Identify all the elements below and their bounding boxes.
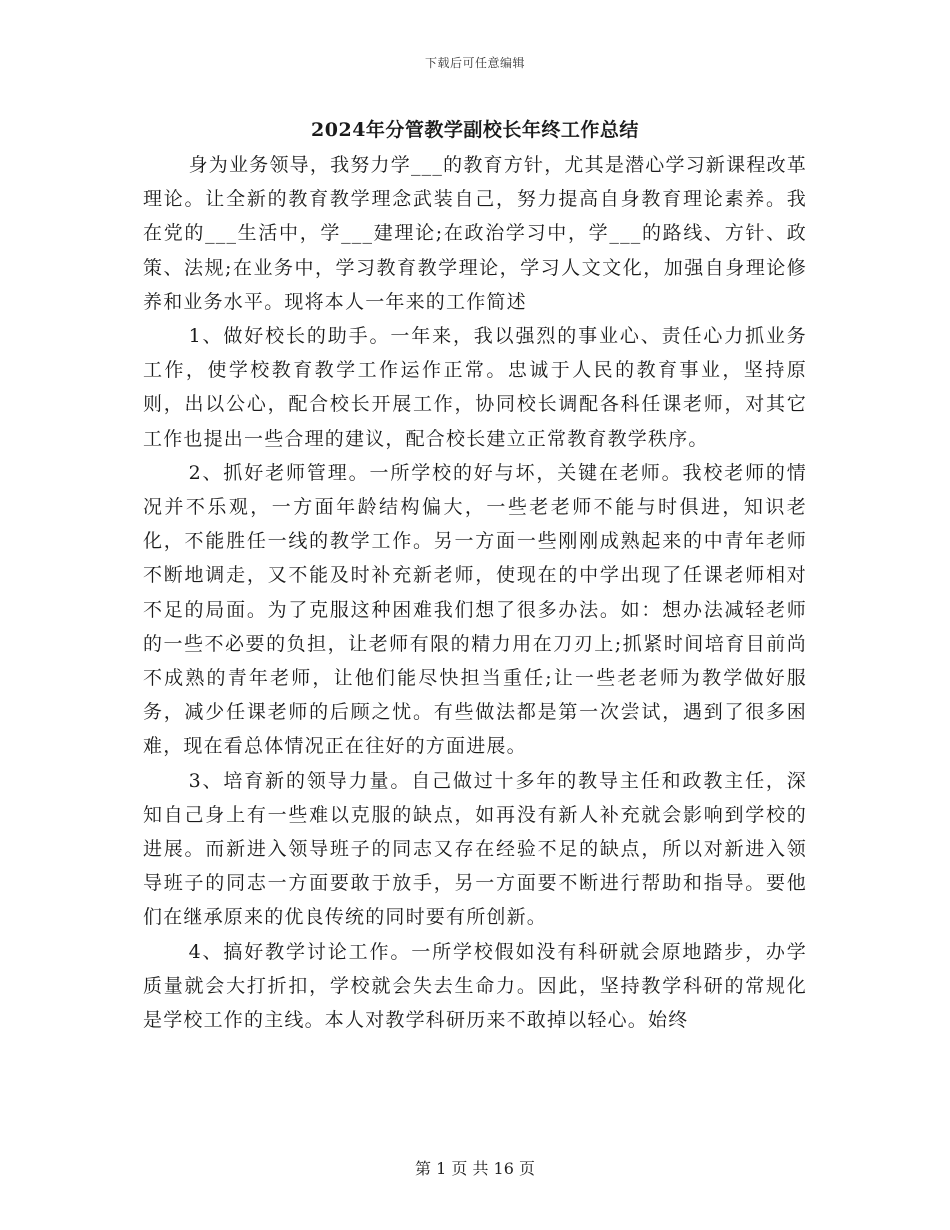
document-title: 2024年分管教学副校长年终工作总结 (311, 119, 639, 141)
paragraph-section-3: 3、培育新的领导力量。自己做过十多年的教导主任和政教主任，深知自己身上有一些难以克服的缺点，如再没有新人补充就会影响到学校的进展。而新进入领导班子的同志又存在经验不足的缺点，所以对新进入领导班子的同志一方面要敢于放手，另一方面要不断进行帮助和指导。要他们在继承原来的优良传统的同时要有所创新。 (143, 769, 807, 929)
page-number-footer: 第 1 页 共 16 页 (415, 1159, 535, 1178)
header-note: 下载后可任意编辑 (424, 56, 525, 70)
paragraph-intro: 身为业务领导，我努力学___的教育方针，尤其是潜心学习新课程改革理论。让全新的教育教学理念武装自己，努力提高自身教育理论素养。我在党的___生活中，学___建理论;在政治学习中，学___的路线、方针、政策、法规;在业务中，学习教育教学理论，学习人文文化，加强自身理论修养和业务水平。现将本人一年来的工作简述 (143, 154, 807, 313)
document-body (143, 148, 807, 1037)
paragraph-section-1: 1、做好校长的助手。一年来，我以强烈的事业心、责任心力抓业务工作，使学校教育教学工作运作正常。忠诚于人民的教育事业，坚持原则，出以公心，配合校长开展工作，协同校长调配各科任课老师，对其它工作也提出一些合理的建议，配合校长建立正常教育教学秩序。 (143, 325, 807, 450)
paragraph-section-2: 2、抓好老师管理。一所学校的好与坏，关键在老师。我校老师的情况并不乐观，一方面年龄结构偏大，一些老老师不能与时俱进，知识老化，不能胜任一线的教学工作。另一方面一些刚刚成熟起来的中青年老师不断地调走，又不能及时补充新老师，使现在的中学出现了任课老师相对不足的局面。为了克服这种困难我们想了很多办法。如：想办法减轻老师的一些不必要的负担，让老师有限的精力用在刀刃上;抓紧时间培育目前尚不成熟的青年老师，让他们能尽快担当重任;让一些老老师为教学做好服务，减少任课老师的后顾之忧。有些做法都是第一次尝试，遇到了很多困难，现在看总体情况正在往好的方面进展。 (143, 461, 807, 758)
paragraph-section-4: 4、搞好教学讨论工作。一所学校假如没有科研就会原地踏步，办学质量就会大打折扣，学校就会失去生命力。因此，坚持教学科研的常规化是学校工作的主线。本人对教学科研历来不敢掉以轻心。始终 (143, 940, 807, 1032)
